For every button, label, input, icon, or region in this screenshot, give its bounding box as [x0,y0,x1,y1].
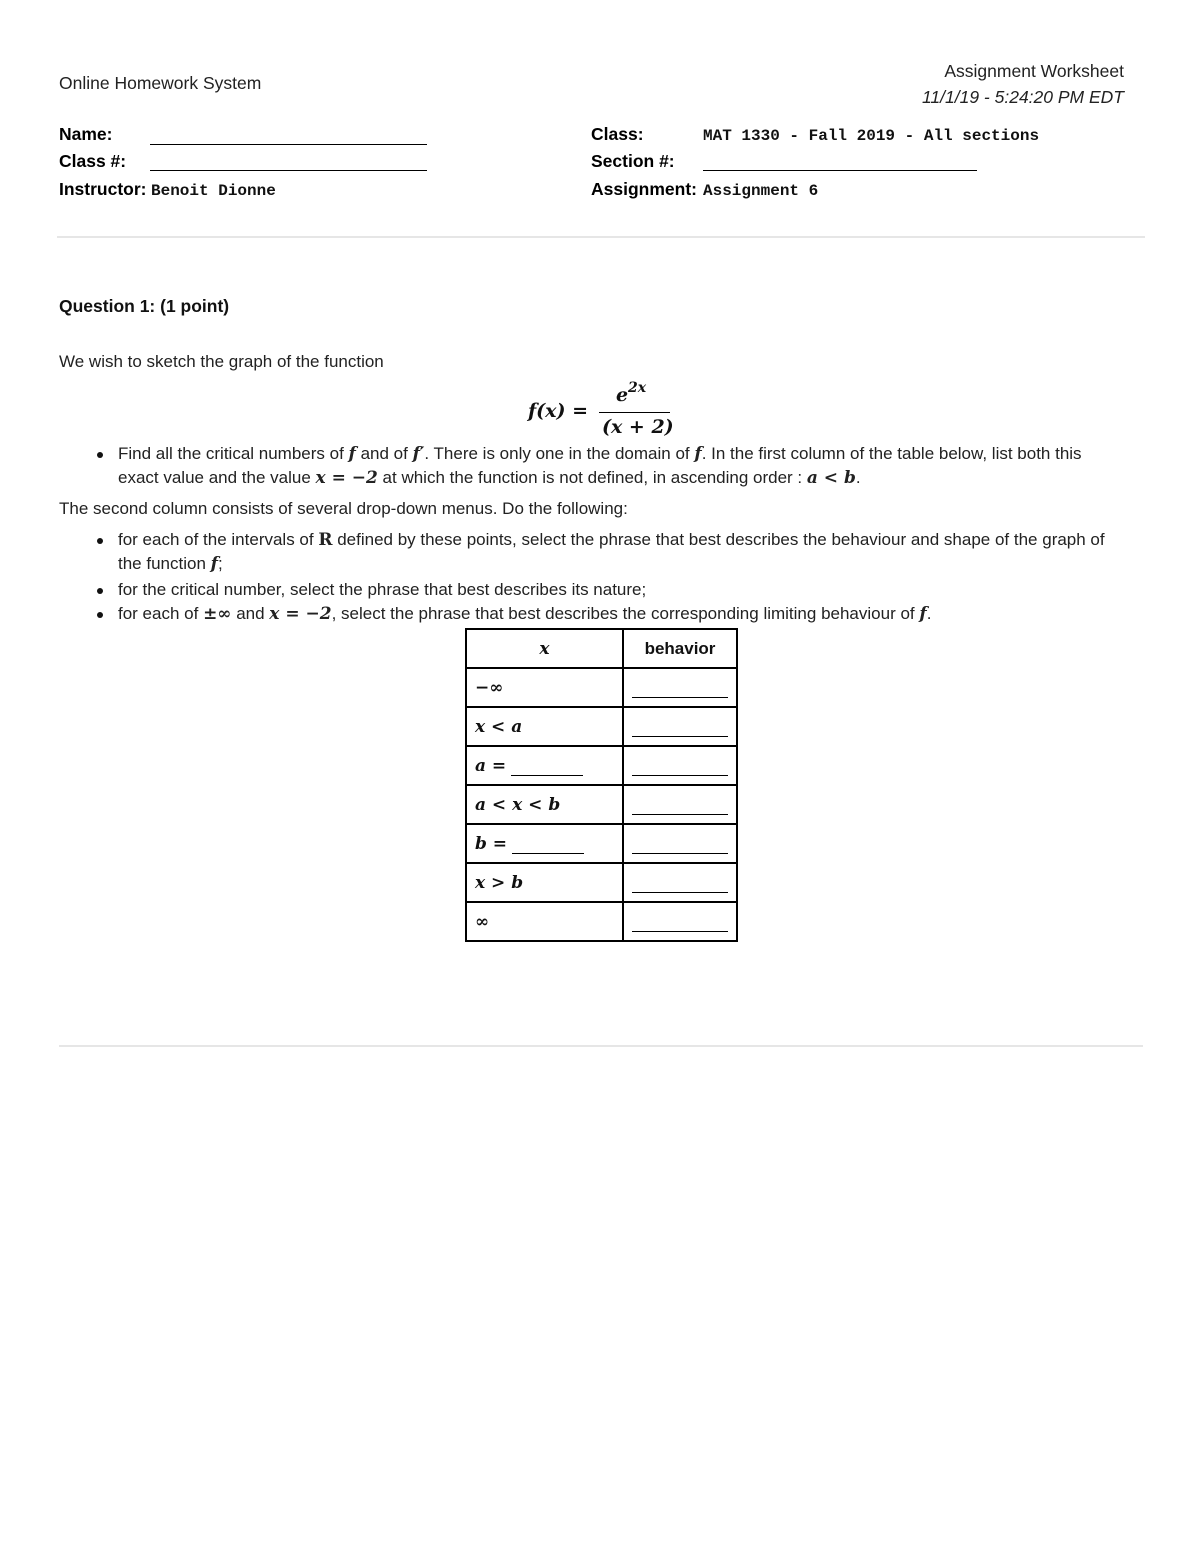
math-x-equals-minus-2: x = −2 [315,468,378,488]
header-behavior: behavior [623,629,737,668]
behavior-dropdown[interactable] [623,863,737,902]
a-value-input[interactable] [511,755,583,776]
row-x-cell [466,785,623,824]
math-f: f [694,444,702,464]
row-x-label: a < x < b [475,794,561,815]
class-num-field-line [150,170,427,171]
row-x-cell [466,707,623,746]
formula-lhs: f(x) = [528,400,589,422]
table-row [466,707,737,746]
behavior-blank[interactable] [632,677,728,698]
text: . [855,468,861,487]
bullet-list-2 [59,528,1139,626]
table-header-row [466,629,737,668]
formula-denominator: (x + 2) [602,416,674,438]
row-x-cell [466,902,623,941]
name-field-line [150,144,427,145]
table-row [466,785,737,824]
text: . There is only one in the domain of [424,444,695,463]
row-x-label: −∞ [475,677,504,698]
header-x-label: x [539,638,550,659]
instructor-label: Instructor: [59,179,147,199]
behavior-dropdown[interactable] [623,707,737,746]
class-num-label: Class #: [59,151,127,171]
math-plus-minus-infinity: ±∞ [203,604,232,624]
bullet-list-1 [59,442,1139,490]
math-f-prime: f′ [412,444,425,464]
second-column-text: The second column consists of several drop-down menus. Do the following: [59,499,628,518]
bullet-intervals [59,528,1139,576]
text: . [926,604,932,623]
function-formula [528,380,688,442]
row-x-label: a = [475,756,507,776]
name-label: Name: [59,124,113,144]
text: and of [355,444,413,463]
worksheet-datetime: 11/1/19 - 5:24:20 PM EDT [921,87,1124,107]
behavior-dropdown[interactable] [623,785,737,824]
header-divider [57,236,1145,238]
behavior-blank[interactable] [632,755,728,776]
row-x-cell [466,746,623,785]
table-row [466,668,737,707]
section-field-line [703,170,977,171]
assignment-label: Assignment: [591,179,697,199]
question-intro: We wish to sketch the graph of the function [59,352,384,371]
row-x-cell [466,668,623,707]
bullet-critical-nature [59,578,1139,602]
row-x-label: ∞ [475,911,490,932]
text: Find all the critical numbers of [118,444,349,463]
math-real-numbers: R [318,530,333,550]
row-x-cell [466,824,623,863]
text: and [231,604,270,623]
table-row [466,902,737,941]
math-f: f [210,554,218,574]
table-row [466,824,737,863]
text: for each of the intervals of [118,530,319,549]
behavior-blank[interactable] [632,911,728,932]
text: defined by these points, select the phrase that best describes the behaviour and shape of the graph of the function [118,530,1105,573]
class-label: Class: [591,124,644,144]
assignment-value: Assignment 6 [703,182,819,200]
behavior-dropdown[interactable] [623,902,737,941]
header-x [466,629,623,668]
behavior-blank[interactable] [632,716,728,737]
instructor-value: Benoit Dionne [151,182,276,200]
text: for each of [118,604,204,623]
footer-divider [59,1045,1143,1047]
bullet-critical-numbers [59,442,1139,490]
row-x-label: b = [475,834,508,854]
bullet-limits [59,602,1139,626]
row-x-cell [466,863,623,902]
row-x-label: x > b [475,872,524,893]
formula-numerator-base: e [616,384,629,406]
formula-fraction-bar [599,412,670,413]
class-value: MAT 1330 - Fall 2019 - All sections [703,127,1040,145]
math-a-less-b: a < b [806,468,856,488]
behavior-blank[interactable] [632,794,728,815]
behavior-dropdown[interactable] [623,824,737,863]
section-label: Section #: [591,151,675,171]
text: ; [217,554,223,573]
math-x-equals-minus-2: x = −2 [269,604,332,624]
row-x-label: x < a [475,716,523,737]
formula-numerator-exponent: 2x [628,380,647,396]
text: . In the first column of the table below, list both this exact value and the value [118,444,1082,487]
math-f: f [348,444,356,464]
text: at which the function is not defined, in ascending order : [377,468,807,487]
behavior-table [465,628,738,942]
behavior-dropdown[interactable] [623,668,737,707]
table-row [466,746,737,785]
question-title: Question 1: (1 point) [59,296,230,316]
system-name: Online Homework System [59,73,262,93]
text: for the critical number, select the phrase that best describes its nature; [118,580,647,599]
worksheet-title: Assignment Worksheet [944,61,1124,81]
behavior-blank[interactable] [632,833,728,854]
b-value-input[interactable] [512,833,584,854]
table-row [466,863,737,902]
text: , select the phrase that best describes the corresponding limiting behaviour of [331,604,920,623]
behavior-dropdown[interactable] [623,746,737,785]
math-f: f [919,604,927,624]
behavior-blank[interactable] [632,872,728,893]
